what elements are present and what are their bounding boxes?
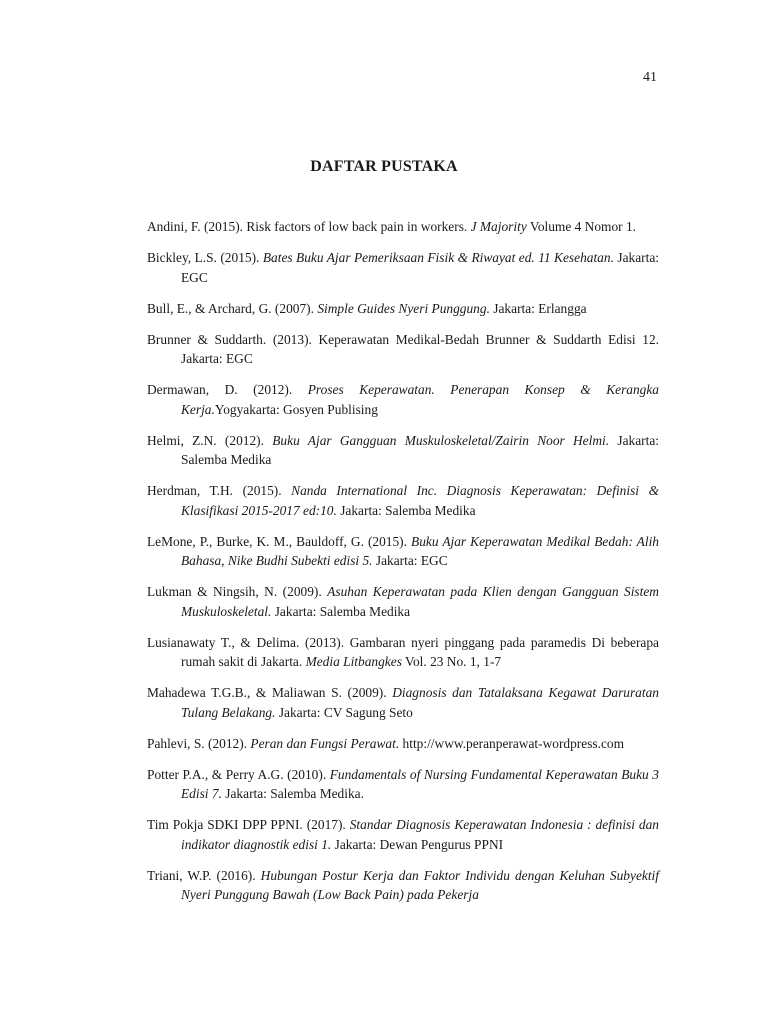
reference-title: Buku Ajar Gangguan Muskuloskeletal/Zairin Noor Helmi. [272,432,610,448]
reference-item [147,431,659,470]
reference-text: Jakarta: Salemba Medika [181,432,660,467]
reference-title: Buku Ajar Keperawatan Medikal Bedah: Alih Bahasa, Nike Budhi Subekti edisi 5. [181,533,659,568]
page-title: DAFTAR PUSTAKA [310,158,458,175]
reference-item [147,582,659,621]
reference-item [147,248,659,287]
reference-item [147,683,659,722]
reference-text: Jakarta: CV Sagung Seto [275,704,413,720]
reference-title: Peran dan Fungsi Perawat. [250,735,400,751]
reference-text: Pahlevi, S. (2012). [147,735,251,751]
reference-title: Fundamentals of Nursing Fundamental Keperawatan Buku 3 Edisi 7. [181,766,659,801]
reference-text: LeMone, P., Burke, K. M., Bauldoff, G. (2015). [147,533,412,549]
reference-title: Bates Buku Ajar Pemeriksaan Fisik & Riwayat ed. 11 Kesehatan. [262,250,614,265]
reference-text: Vol. 23 No. 1, 1-7 [401,654,502,669]
reference-item [147,299,659,319]
reference-title: Asuhan Keperawatan pada Klien dengan Gangguan Sistem Muskuloskeletal. [181,584,659,619]
reference-text: Tim Pokja SDKI DPP PPNI. (2017). [147,817,350,832]
reference-list [147,217,659,916]
reference-title: Standar Diagnosis Keperawatan Indonesia : definisi dan indikator diagnostik edisi 1. [181,817,660,852]
reference-text: Dermawan, D. (2012). [147,382,308,397]
reference-text: Yogyakarta: Gosyen Publising [214,401,378,417]
reference-text: Lukman & Ningsih, N. (2009). [147,584,328,599]
reference-title: Diagnosis dan Tatalaksana Kegawat Daruratan Tulang Belakang. [181,685,659,720]
reference-item [147,633,659,672]
reference-text: Brunner & Suddarth. (2013). Keperawatan Medikal-Bedah Brunner & Suddarth Edisi 12. Jakarta: EGC [147,331,659,366]
reference-item [147,734,659,754]
reference-title: Proses Keperawatan. Penerapan Konsep & Kerangka Kerja. [181,382,659,417]
reference-title: Media Litbangkes [305,654,402,669]
reference-item [147,481,659,520]
reference-text: Jakarta: Dewan Pengurus PPNI [331,836,504,852]
reference-text: Jakarta: Salemba Medika [336,502,476,518]
reference-text: Jakarta: Erlangga [489,300,587,316]
reference-item [147,217,659,237]
reference-text: Potter P.A., & Perry A.G. (2010). [147,766,330,782]
reference-text: Herdman, T.H. (2015). [147,483,292,498]
reference-text: Bickley, L.S. (2015). [147,250,263,265]
reference-text: Volume 4 Nomor 1. [526,219,637,234]
reference-title: Hubungan Postur Kerja dan Faktor Individu dengan Keluhan Subyektif Nyeri Punggung Bawah (Low Back Pain) pada Pekerja [181,867,659,902]
reference-text: Jakarta: EGC [181,250,660,285]
reference-title: J Majority [470,219,527,234]
reference-title: Nanda International Inc. Diagnosis Keperawatan: Definisi & Klasifikasi 2015-2017 ed:10. [181,483,659,518]
page-number: 41 [643,70,657,85]
reference-text: http://www.peranperawat-wordpress.com [399,735,625,751]
reference-text: Triani, W.P. (2016). [147,867,261,883]
reference-item [147,765,659,804]
reference-item [147,380,659,419]
reference-title: Simple Guides Nyeri Punggung. [317,300,490,316]
reference-text: Bull, E., & Archard, G. (2007). [147,300,318,316]
reference-item [147,532,659,571]
reference-item [147,815,659,854]
reference-text: Andini, F. (2015). Risk factors of low back pain in workers. [147,219,471,234]
reference-item [147,330,659,369]
reference-text: Helmi, Z.N. (2012). [147,432,273,448]
reference-text: Jakarta: Salemba Medika [271,603,411,619]
reference-text: Lusianawaty T., & Delima. (2013). Gambaran nyeri pinggang pada paramedis Di beberapa rumah sakit di Jakarta. [147,634,659,669]
reference-text: Mahadewa T.G.B., & Maliawan S. (2009). [147,685,393,700]
reference-text: Jakarta: EGC [372,553,448,568]
reference-item [147,866,659,905]
reference-text: Jakarta: Salemba Medika. [221,786,364,801]
